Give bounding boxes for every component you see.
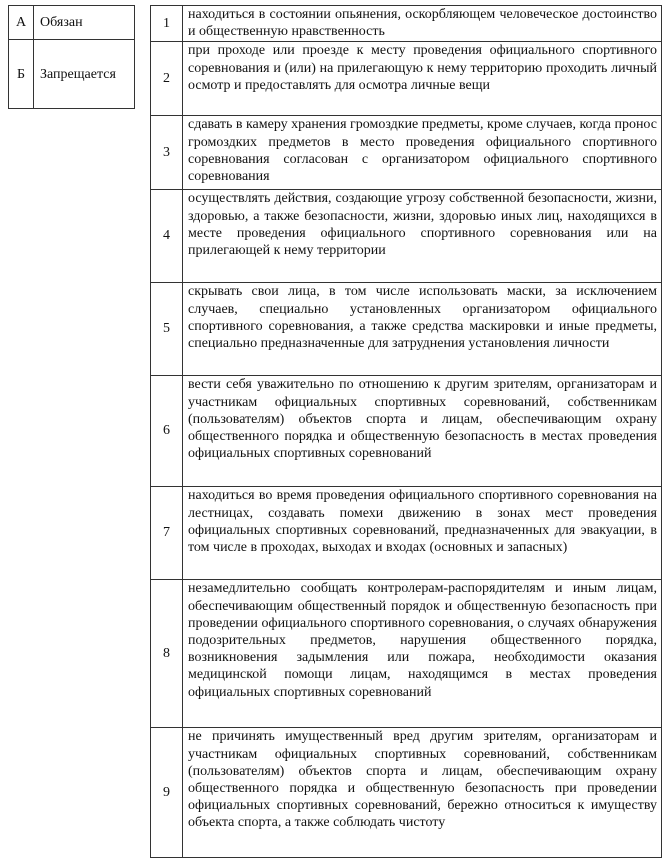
row-number: 8: [151, 580, 183, 728]
row-text: не причинять имущественный вред другим зрителям, организаторам и участникам официальных спортивных соревнований, собственникам (пользователям) объектов спорта и лицам, обеспечивающим охрану общественного порядка и общественную безопасность при проведении официальных спортивных соревнований, бережно относиться к имуществу объекта спорта, а также соблюдать чистоту: [183, 728, 662, 858]
table-row: [151, 580, 662, 728]
table-row: [151, 116, 662, 190]
row-text: находиться в состоянии опьянения, оскорбляющем человеческое достоинство и общественную нравственность: [183, 6, 662, 42]
option-label: Обязан: [34, 6, 135, 40]
row-number: 6: [151, 376, 183, 487]
row-number: 5: [151, 283, 183, 376]
table-row: [151, 283, 662, 376]
option-key: А: [9, 6, 34, 40]
row-text: находиться во время проведения официального спортивного соревнования на лестницах, создавать помехи движению в зонах мест проведения официальных спортивных соревнований, предназначенных для эвакуации, в том числе в проходах, выходах и входах (основных и запасных): [183, 487, 662, 580]
option-key: Б: [9, 40, 34, 109]
row-text: вести себя уважительно по отношению к другим зрителям, организаторам и участникам официальных спортивных соревнований, собственникам (пользователям) объектов спорта и лицам, обеспечивающим охрану общественного порядка и общественную безопасность в местах проведения официальных спортивных соревнований: [183, 376, 662, 487]
row-text: осуществлять действия, создающие угрозу собственной безопасности, жизни, здоровью, а также безопасности, жизни, здоровью иных лиц, находящихся в месте проведения официального спортивного соревнования или на прилегающей к нему территории: [183, 190, 662, 283]
table-row: [151, 6, 662, 42]
table-row: [151, 376, 662, 487]
table-row: [151, 728, 662, 858]
row-text: при проходе или проезде к месту проведения официального спортивного соревнования и (или) на прилегающую к нему территорию проходить личный осмотр и предоставлять для осмотра личные вещи: [183, 42, 662, 116]
row-number: 1: [151, 6, 183, 42]
options-table: [8, 5, 135, 109]
row-text: незамедлительно сообщать контролерам-распорядителям и иным лицам, обеспечивающим общественный порядок и общественную безопасность при проведении официального спортивного соревнования, о случаях обнаружения подозрительных предметов, нарушения общественного порядка, возникновения задымления или пожара, необходимости оказания медицинской помощи лицам, находящимся в местах проведения официальных спортивных соревнований: [183, 580, 662, 728]
table-row: [151, 42, 662, 116]
option-row: [9, 6, 135, 40]
option-row: [9, 40, 135, 109]
row-text: сдавать в камеру хранения громоздкие предметы, кроме случаев, когда пронос громоздких предметов в место проведения официального спортивного соревнования согласован с организатором официального спортивного соревнования: [183, 116, 662, 190]
table-row: [151, 190, 662, 283]
row-number: 4: [151, 190, 183, 283]
rules-table: [150, 5, 662, 858]
row-number: 7: [151, 487, 183, 580]
table-row: [151, 487, 662, 580]
row-number: 9: [151, 728, 183, 858]
row-text: скрывать свои лица, в том числе использовать маски, за исключением случаев, специально установленных организатором официального спортивного соревнования, а также средства маскировки и иные предметы, специально предназначенные для затруднения установления личности: [183, 283, 662, 376]
row-number: 3: [151, 116, 183, 190]
row-number: 2: [151, 42, 183, 116]
option-label: Запрещается: [34, 40, 135, 109]
